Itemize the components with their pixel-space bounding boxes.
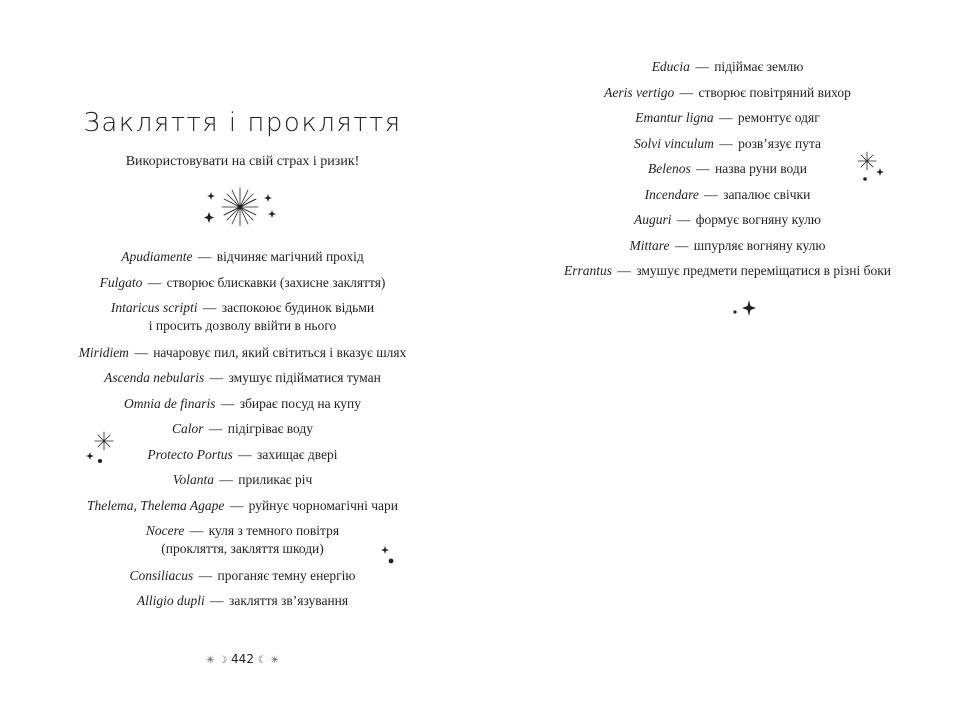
spell-dash: —: [719, 110, 733, 125]
spell-description: приликає річ: [238, 472, 313, 487]
spell-description: руйнує чорномагічні чари: [248, 497, 398, 513]
spell-description: заспокоює будинок відьми: [221, 300, 375, 315]
spell-entry: [0, 420, 485, 438]
spell-entry: [0, 522, 485, 558]
spell-dash: —: [209, 370, 224, 385]
spell-entry: [0, 567, 485, 585]
spell-dash: —: [189, 523, 204, 538]
spell-entry: [0, 395, 485, 413]
star-icon: ✳: [206, 655, 215, 666]
spell-dash: —: [696, 161, 710, 176]
spell-entry: [0, 274, 485, 292]
spell-dash: —: [719, 135, 733, 151]
spell-name: Errantus: [563, 263, 612, 278]
spell-description: назва руни води: [715, 161, 807, 176]
spell-name: Educia: [651, 59, 690, 74]
spell-description: розв’язує пута: [738, 135, 822, 151]
page-subtitle: Використовувати на свій страх і ризик!: [125, 154, 360, 169]
right-page: [485, 0, 970, 703]
spell-name: Omnia de finaris: [123, 395, 216, 411]
spell-description: запалює свічки: [723, 186, 811, 202]
spell-dash: —: [219, 472, 233, 487]
spell-dash: —: [208, 421, 223, 436]
spell-entry: [485, 84, 970, 102]
spell-name: Calor: [171, 421, 204, 436]
spell-name: Intaricus scripti: [110, 300, 198, 315]
spell-dash: —: [198, 567, 213, 583]
page-number-text: 442: [231, 652, 254, 666]
spell-name: Ascenda nebularis: [104, 370, 205, 385]
starburst-ornament-icon: [198, 184, 282, 230]
spell-name: Nocere: [145, 523, 185, 538]
spell-description: ремонтує одяг: [737, 110, 820, 125]
spell-name: Volanta: [172, 472, 215, 487]
spell-description: формує вогняну кулю: [695, 212, 821, 227]
spell-description: закляття зв’язування: [229, 593, 349, 608]
spell-description: начаровує пил, який світиться і вказує шлях: [153, 344, 407, 360]
spell-description-continued: і просить дозволу ввійти в нього: [148, 318, 337, 333]
spell-description: захищає двері: [257, 446, 338, 462]
spell-entry: [485, 109, 970, 127]
spell-name: Solvi vinculum: [633, 135, 714, 151]
spell-description: відчиняє магічний прохід: [216, 249, 364, 264]
spell-dash: —: [210, 593, 224, 608]
spell-entry: [0, 299, 485, 335]
spell-name: Fulgato: [99, 274, 143, 290]
spell-name: Belenos: [648, 161, 691, 176]
spell-dash: —: [202, 300, 217, 315]
spell-description: збирає посуд на купу: [239, 395, 362, 411]
spell-description: створює блискавки (захисне закляття): [166, 274, 386, 290]
spell-entry: [0, 592, 485, 610]
spell-name: Alligio dupli: [136, 593, 205, 608]
sparkle-icon: [84, 430, 118, 466]
spell-description: підігріває воду: [227, 421, 314, 436]
spell-dash: —: [134, 344, 148, 360]
spell-description: змушує предмети переміщатися в різні боки: [636, 263, 892, 278]
page-number: [0, 652, 485, 666]
spell-name: Aeris vertigo: [604, 84, 675, 100]
spell-entry: [0, 471, 485, 489]
spell-dash: —: [238, 446, 252, 462]
star-icon: [378, 544, 398, 568]
spell-name: Thelema, Thelema Agape: [87, 497, 225, 513]
spell-name: Apudiamente: [121, 249, 193, 264]
spell-entry: [485, 237, 970, 255]
spell-dash: —: [229, 497, 244, 513]
spell-dash: —: [220, 395, 235, 411]
spell-entry: [0, 248, 485, 266]
spell-description: шпурляє вогняну кулю: [693, 237, 826, 253]
spell-dash: —: [147, 274, 162, 290]
spell-entry: [485, 160, 970, 178]
spell-dash: —: [674, 237, 689, 253]
spell-description-continued: (прокляття, закляття шкоди): [161, 541, 324, 556]
spell-entry: [485, 186, 970, 204]
spell-entry: [485, 135, 970, 153]
spell-dash: —: [679, 84, 694, 100]
spell-name: Miridiem: [78, 344, 129, 360]
sparkle-icon: [730, 298, 760, 320]
spell-description: куля з темного повітря: [208, 523, 340, 538]
spell-entry: [485, 211, 970, 229]
spell-dash: —: [704, 186, 718, 202]
spell-name: Mittare: [629, 237, 670, 253]
spell-entry: [0, 369, 485, 387]
spell-dash: —: [617, 263, 631, 278]
spell-dash: —: [695, 59, 709, 74]
spell-name: Incendare: [644, 186, 699, 202]
moon-icon: ☽: [218, 655, 228, 666]
spell-description: створює повітряний вихор: [698, 84, 851, 100]
spell-dash: —: [197, 249, 212, 264]
moon-icon: ☾: [257, 655, 267, 666]
spell-description: змушує підійматися туман: [228, 370, 381, 385]
spell-name: Emantur ligna: [635, 110, 714, 125]
page-title: Закляття і прокляття: [83, 108, 402, 138]
spell-entry: [0, 344, 485, 362]
spell-description: підіймає землю: [714, 59, 804, 74]
spell-entry: [485, 262, 970, 280]
star-icon: ✳: [270, 655, 279, 666]
spell-dash: —: [676, 212, 691, 227]
sparkle-icon: [853, 150, 889, 186]
spell-name: Auguri: [634, 212, 672, 227]
spell-entry: [0, 446, 485, 464]
spell-entry: [0, 497, 485, 515]
spell-name: Consiliacus: [129, 567, 194, 583]
spell-entry: [485, 58, 970, 76]
spell-description: проганяє темну енергію: [217, 567, 356, 583]
spell-name: Protecto Portus: [147, 446, 233, 462]
